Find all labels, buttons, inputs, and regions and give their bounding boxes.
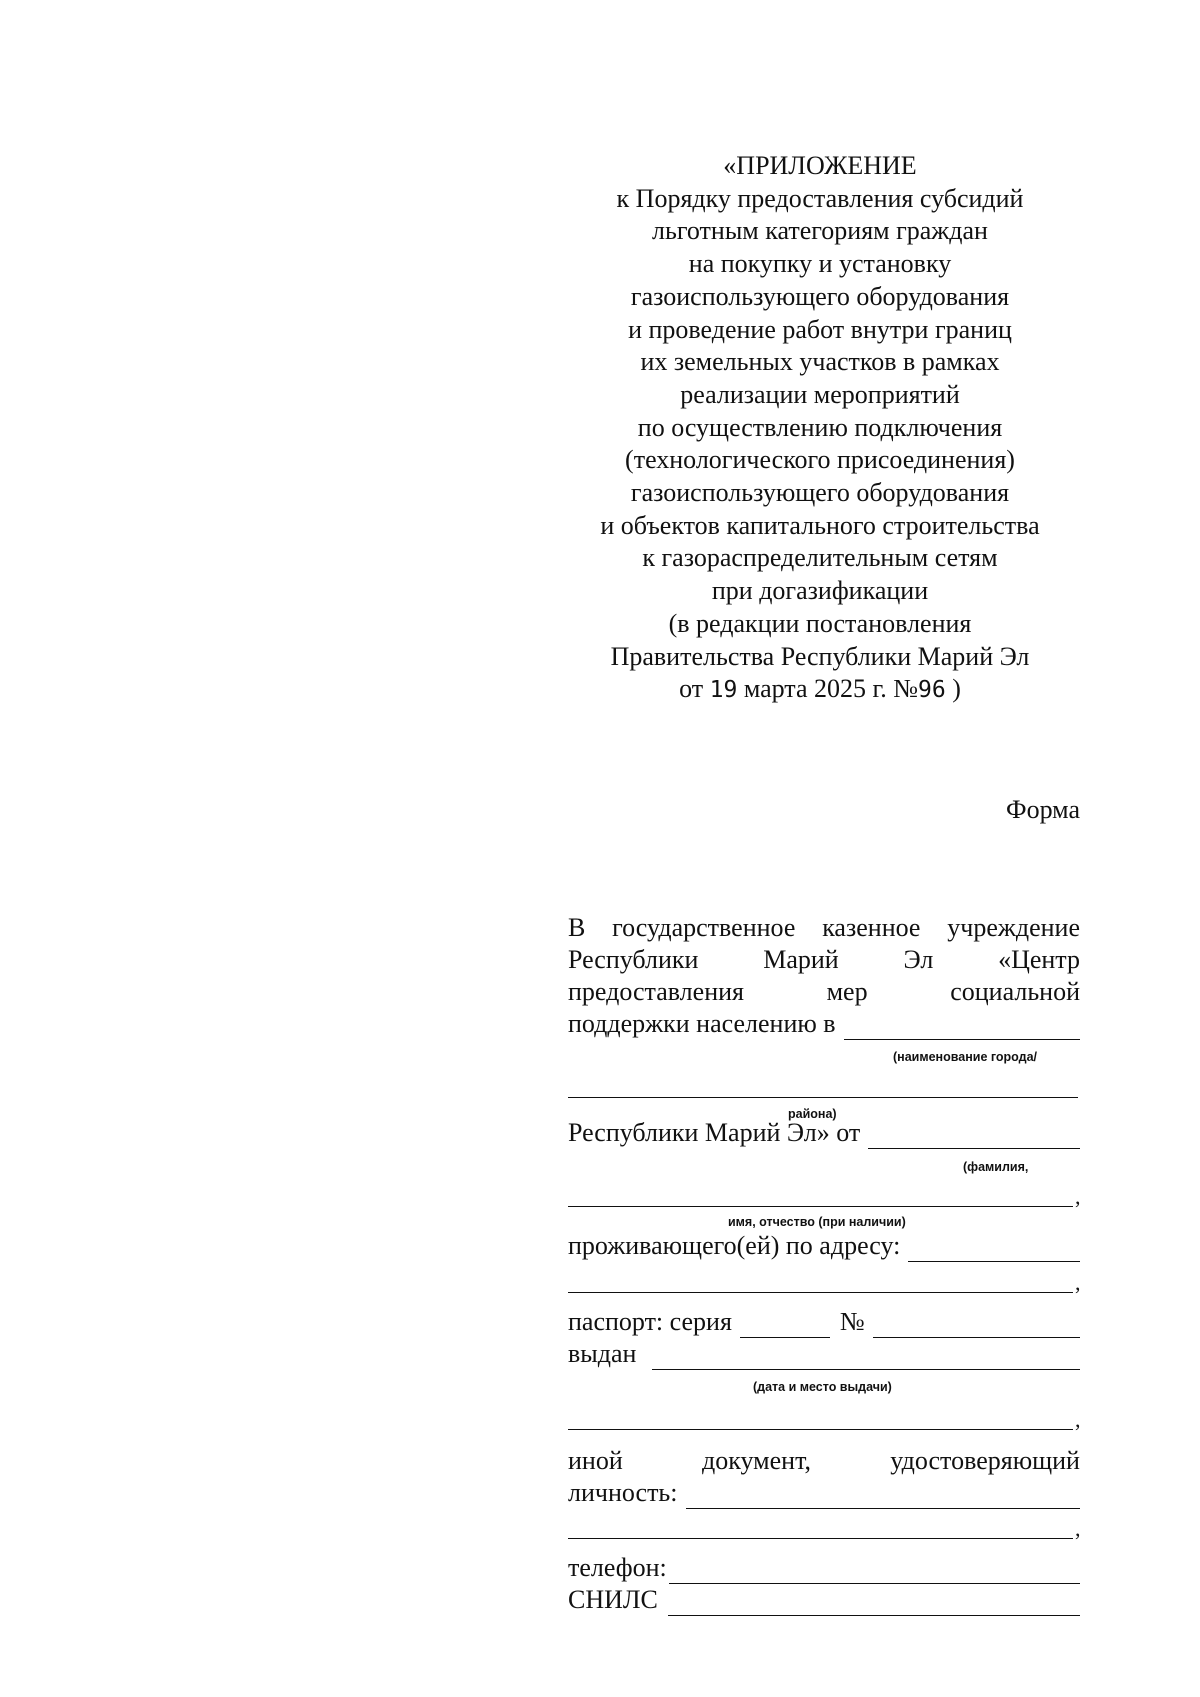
form-label: Форма xyxy=(1006,795,1080,824)
appendix-line: (в редакции постановления xyxy=(668,608,972,638)
word: удостоверяющий xyxy=(890,1446,1080,1475)
comma: , xyxy=(1075,1516,1081,1541)
appendix-line: реализации мероприятий xyxy=(680,379,960,409)
appendix-line: к газораспределительным сетям xyxy=(642,543,998,573)
appendix-line: по осуществлению подключения xyxy=(637,412,1003,442)
address-label: проживающего(ей) по адресу: xyxy=(568,1231,901,1260)
word: предоставления xyxy=(568,977,744,1006)
resolution-date xyxy=(560,673,1080,707)
appendix-line: льготным категориям граждан xyxy=(652,216,988,246)
addressee-line-1 xyxy=(568,912,1080,944)
appendix-line: (технологического присоединения) xyxy=(625,445,1015,475)
resolution-number: 96 xyxy=(918,677,946,704)
appendix-line: и проведение работ внутри границ xyxy=(628,314,1012,344)
hint-name: имя, отчество (при наличии) xyxy=(728,1215,906,1229)
appendix-header xyxy=(560,150,1080,707)
date-prefix: от xyxy=(679,674,704,704)
word: Республики xyxy=(568,945,699,974)
passport-series-label: паспорт: серия xyxy=(568,1307,732,1336)
support-label: поддержки населению в xyxy=(568,1009,836,1038)
appendix-line: Правительства Республики Марий Эл xyxy=(610,641,1030,671)
word: учреждение xyxy=(947,913,1080,942)
identity-document-field[interactable] xyxy=(686,1483,1080,1509)
city-field[interactable] xyxy=(844,1014,1080,1040)
address-field[interactable] xyxy=(908,1236,1080,1262)
appendix-line: и объектов капитального строительства xyxy=(600,510,1040,540)
hint-surname: (фамилия, xyxy=(963,1160,1029,1174)
issued-row xyxy=(568,1338,1080,1370)
from-label: Республики Марий Эл» от xyxy=(568,1118,861,1147)
identity-document-field-continued[interactable] xyxy=(568,1538,1073,1539)
full-name-field[interactable] xyxy=(568,1206,1073,1207)
word: В xyxy=(568,913,586,942)
word: Марий xyxy=(763,945,839,974)
issued-label: выдан xyxy=(568,1339,637,1368)
district-field[interactable] xyxy=(568,1097,1078,1098)
word: социальной xyxy=(950,977,1080,1006)
addressee-line-2 xyxy=(568,944,1080,976)
city-field-row xyxy=(568,1008,1080,1040)
identity-label: личность: xyxy=(568,1478,678,1507)
address-field-continued[interactable] xyxy=(568,1292,1073,1293)
date-close: ) xyxy=(952,674,961,704)
appendix-line: их земельных участков в рамках xyxy=(640,347,1000,377)
passport-number-label: № xyxy=(839,1307,865,1336)
phone-row xyxy=(568,1552,1080,1584)
word: казенное xyxy=(822,913,921,942)
hint-city: (наименование города/ xyxy=(893,1050,1038,1064)
other-document-line xyxy=(568,1445,1080,1477)
word: «Центр xyxy=(998,945,1080,974)
from-field-row xyxy=(568,1117,1080,1149)
appendix-line: к Порядку предоставления субсидий xyxy=(616,183,1024,213)
word: государственное xyxy=(612,913,796,942)
phone-field[interactable] xyxy=(669,1558,1080,1584)
issued-field[interactable] xyxy=(652,1344,1080,1370)
appendix-line: газоиспользующего оборудования xyxy=(630,281,1010,311)
address-field-row xyxy=(568,1230,1080,1262)
word: Эл xyxy=(903,945,934,974)
hint-district: района) xyxy=(788,1107,837,1121)
passport-row xyxy=(568,1306,1080,1338)
appendix-line: на покупку и установку xyxy=(688,249,952,279)
word: документ, xyxy=(702,1446,811,1475)
date-month-year: марта 2025 г. № xyxy=(743,674,919,704)
hint-issue: (дата и место выдачи) xyxy=(753,1380,892,1394)
phone-label: телефон: xyxy=(568,1553,667,1582)
date-day: 19 xyxy=(709,677,738,704)
identity-row xyxy=(568,1477,1080,1509)
appendix-line: при догазификации xyxy=(711,576,929,606)
passport-number-field[interactable] xyxy=(873,1312,1080,1338)
appendix-title: «ПРИЛОЖЕНИЕ xyxy=(723,151,917,180)
addressee-line-3 xyxy=(568,976,1080,1008)
comma: , xyxy=(1075,1407,1081,1432)
comma: , xyxy=(1075,1184,1081,1209)
word: иной xyxy=(568,1446,623,1475)
appendix-line: газоиспользующего оборудования xyxy=(630,478,1010,508)
passport-series-field[interactable] xyxy=(740,1312,830,1338)
word: мер xyxy=(826,977,868,1006)
snils-field[interactable] xyxy=(668,1590,1080,1616)
issued-field-continued[interactable] xyxy=(568,1429,1073,1430)
snils-row xyxy=(568,1584,1080,1616)
surname-field[interactable] xyxy=(868,1123,1080,1149)
comma: , xyxy=(1075,1270,1081,1295)
snils-label: СНИЛС xyxy=(568,1585,658,1614)
